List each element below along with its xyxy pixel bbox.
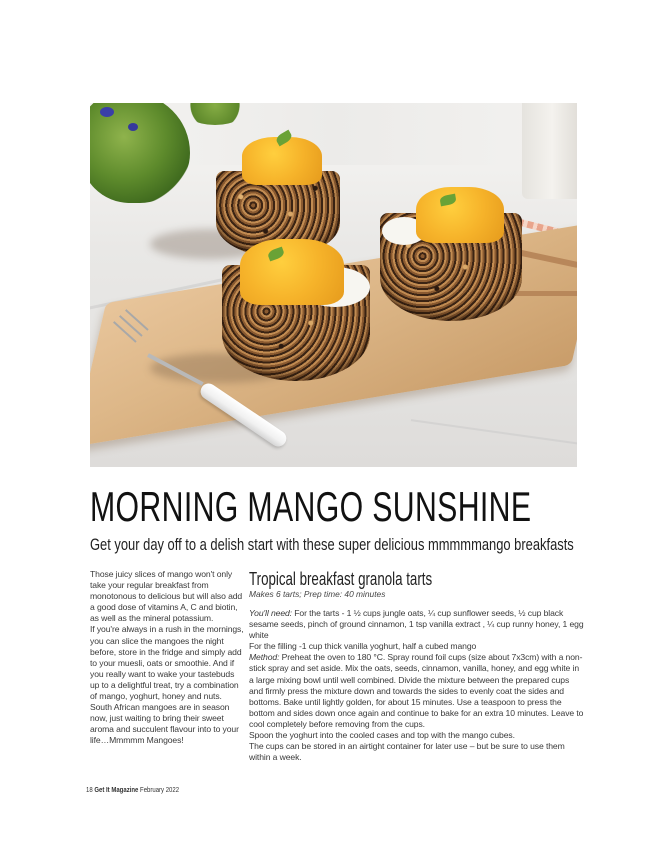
blue-flower xyxy=(100,107,114,117)
page-number: 18 xyxy=(86,785,93,794)
basil-plant xyxy=(90,103,190,203)
recipe-title: Tropical breakfast granola tarts xyxy=(249,569,433,589)
recipe-meta: Makes 6 tarts; Prep time: 40 minutes xyxy=(249,589,386,599)
ingredients-tarts-text: For the tarts - 1 ½ cups jungle oats, ¼ cup sunflower seeds, ½ cup black sesame seeds, pinch of ground cinnamon, 1 tsp vanilla extract , ¼ cup runny honey, 1 egg white xyxy=(249,608,584,641)
blue-flower xyxy=(128,123,138,131)
intro-column xyxy=(90,569,245,747)
marble-vein xyxy=(411,419,577,449)
recipe-body xyxy=(249,608,585,763)
method xyxy=(249,652,585,730)
milk-jar xyxy=(522,103,577,199)
serve-instructions: Spoon the yoghurt into the cooled cases and top with the mango cubes. xyxy=(249,730,515,741)
ingredients-tarts xyxy=(249,608,585,641)
method-text: Preheat the oven to 180 °C. Spray round foil cups (size about 7x3cm) with a non-stick spray and set aside. Mix the oats, seeds, cinnamon, vanilla, honey, and egg white in a large mixing bowl until well combined. Divide the mixture between the prepared cups and firmly press the mixture down and towards the sides to evenly coat the sides and bottoms. Bake until lightly golden, for about 15 minutes. Use a teaspoon to press the bottom and sides down once again and continue to bake for an extra 10 minutes. Leave to cool completely before removing from the cups. xyxy=(249,652,584,729)
article-headline: MORNING MANGO SUNSHINE xyxy=(90,483,532,530)
youll-need-label: You'll need: xyxy=(249,608,292,618)
intro-paragraph: Those juicy slices of mango won't only take your regular breakfast from monotonous to delicious but will also add a good dose of vitamins A, C and biotin, as well as the mineral potassium. xyxy=(90,569,243,624)
page-footer xyxy=(86,785,179,795)
mango-cubes xyxy=(240,239,344,305)
hero-photo xyxy=(90,103,577,467)
article-subhead: Get your day off to a delish start with these super delicious mmmmmango breakfasts xyxy=(90,535,574,554)
recipe-column xyxy=(249,569,585,763)
wooden-spoon xyxy=(510,291,577,296)
issue-date: February 2022 xyxy=(140,785,180,794)
publication-name: Get It Magazine xyxy=(94,785,139,794)
method-label: Method: xyxy=(249,652,280,663)
storage-instructions: The cups can be stored in an airtight container for later use – but be sure to use them within a week. xyxy=(249,741,565,763)
ingredients-filling: For the filling -1 cup thick vanilla yoghurt, half a cubed mango xyxy=(249,641,477,652)
intro-paragraph: If you're always in a rush in the mornings, you can slice the mangoes the night before, store in the fridge and simply add to your muesli, oats or smoothie. And if you really want to wake your tastebuds up to a delightful treat, try a combination of mango, yoghurt, honey and nuts. South African mangoes are in season now, just waiting to bring their sweet aroma and succulent flavour into to your life…Mmmmm Mangoes! xyxy=(90,624,244,746)
mango-cubes xyxy=(416,187,504,243)
